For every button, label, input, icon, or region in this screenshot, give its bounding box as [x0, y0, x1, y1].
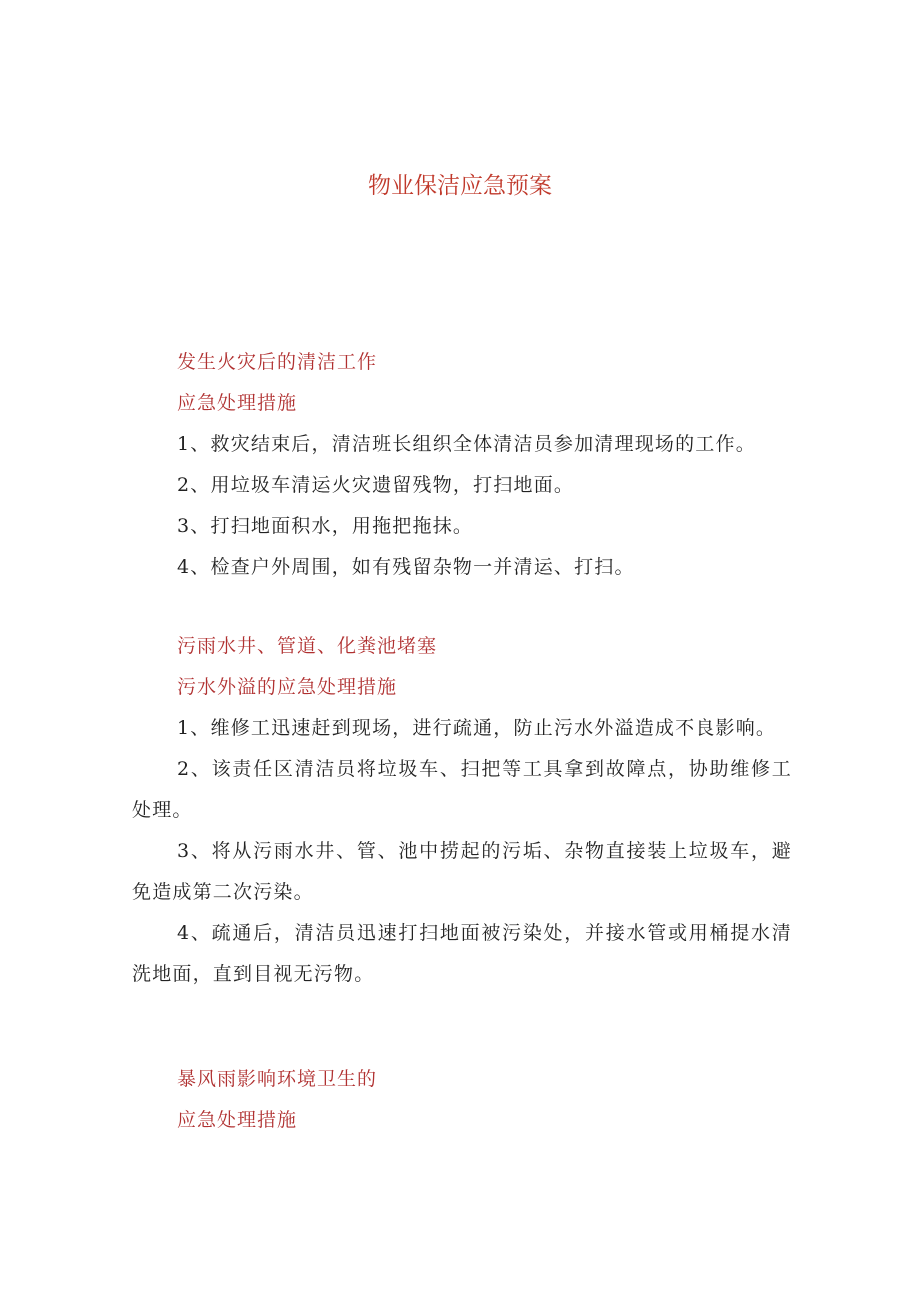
- paragraph: 4、疏通后，清洁员迅速打扫地面被污染处，并接水管或用桶提水清洗地面，直到目视无污物。: [132, 922, 792, 985]
- section-heading: 暴风雨影响环境卫生的: [177, 1068, 378, 1090]
- paragraph: 1、救灾结束后，清洁班长组织全体清洁员参加清理现场的工作。: [177, 433, 756, 455]
- section-heading: 污雨水井、管道、化粪池堵塞: [177, 635, 438, 657]
- section-storm-impact: [132, 1059, 792, 1141]
- document-title: 物业保洁应急预案: [368, 173, 552, 199]
- section-sewer-blockage: [132, 626, 792, 995]
- section-subheading: 污水外溢的应急处理措施: [177, 676, 398, 698]
- paragraph: 1、维修工迅速赶到现场，进行疏通，防止污水外溢造成不良影响。: [177, 717, 777, 739]
- paragraph: 2、该责任区清洁员将垃圾车、扫把等工具拿到故障点，协助维修工处理。: [132, 758, 792, 821]
- paragraph: 3、将从污雨水井、管、池中捞起的污垢、杂物直接装上垃圾车，避免造成第二次污染。: [132, 840, 792, 903]
- section-heading: 发生火灾后的清洁工作: [177, 351, 378, 373]
- section-fire-cleanup: [132, 342, 792, 588]
- section-subheading: 应急处理措施: [177, 1109, 298, 1131]
- section-subheading: 应急处理措施: [177, 392, 298, 414]
- paragraph: 2、用垃圾车清运火灾遗留残物，打扫地面。: [177, 474, 575, 496]
- paragraph: 3、打扫地面积水，用拖把拖抹。: [177, 515, 474, 537]
- paragraph: 4、检查户外周围，如有残留杂物一并清运、打扫。: [177, 556, 635, 578]
